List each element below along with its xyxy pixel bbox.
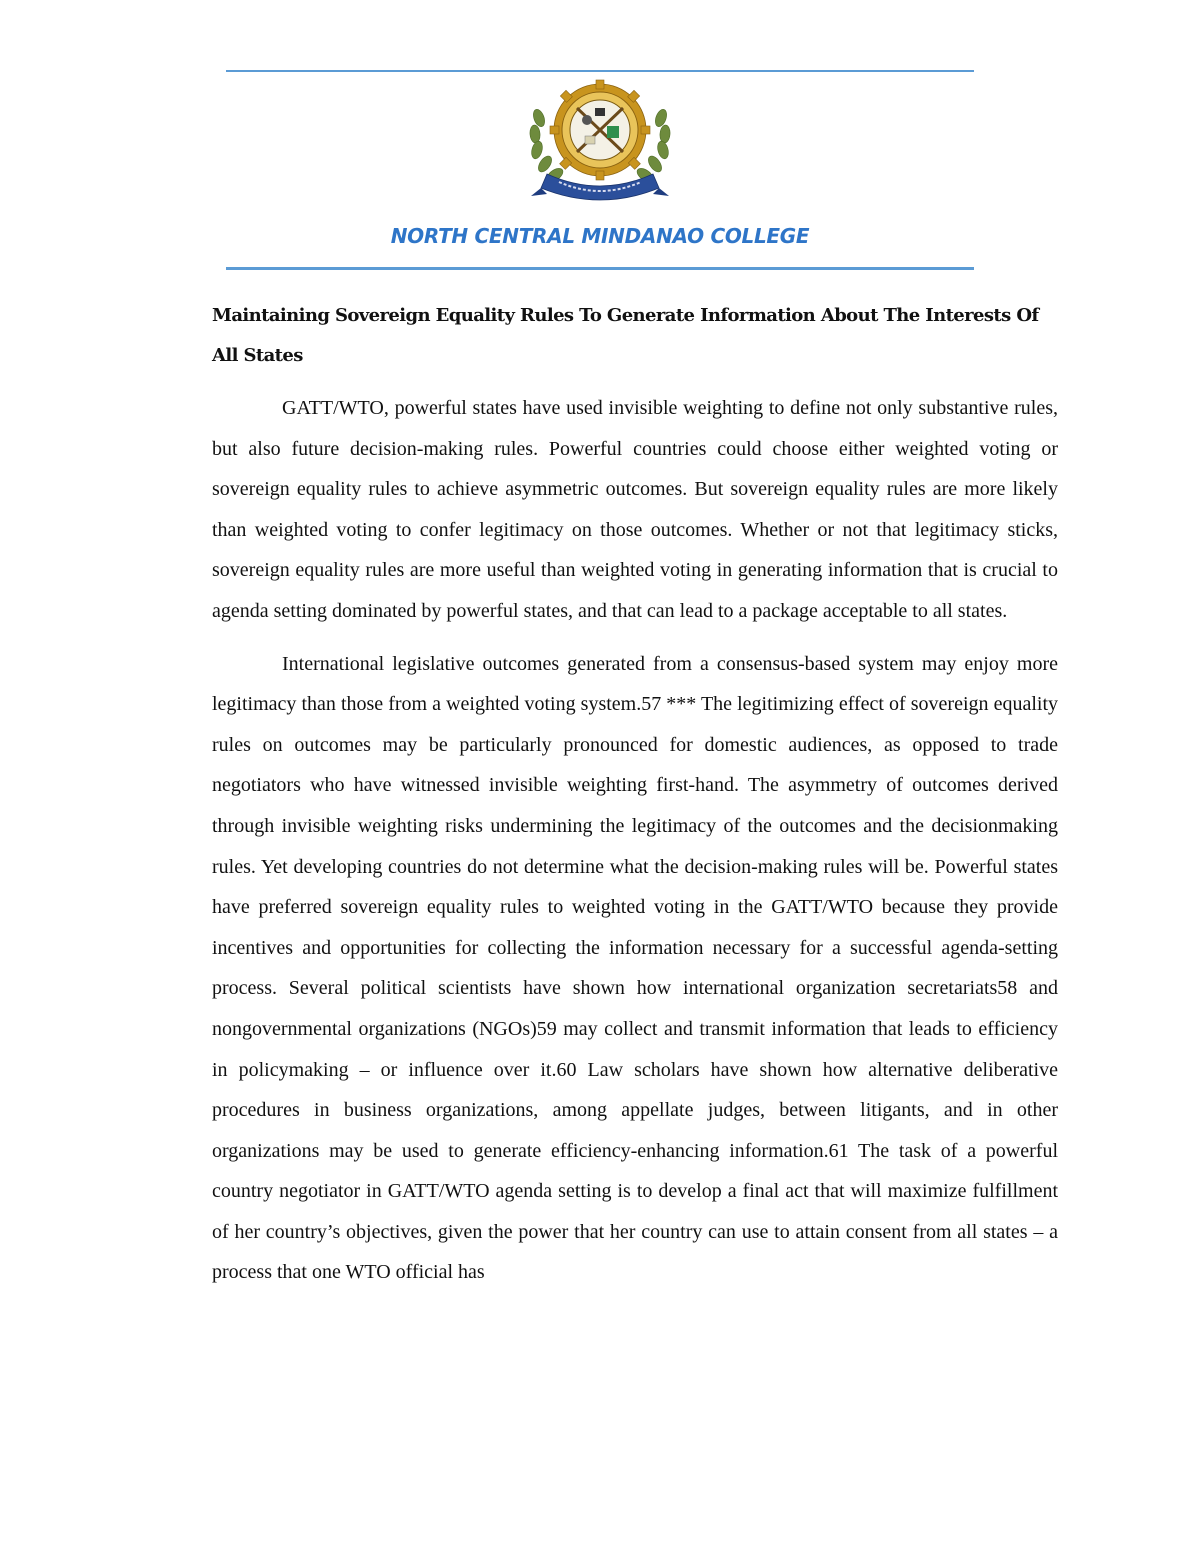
article-body bbox=[212, 296, 1058, 1305]
paragraph: International legislative outcomes generated from a consensus-based system may enjoy more legitimacy than those from a weighted voting system.57 *** The legitimizing effect of sovereign equality rules on outcomes may be particularly pronounced for domestic audiences, as opposed to trade negotiators who have witnessed invisible weighting first-hand. The asymmetry of outcomes derived through invisible weighting risks undermining the legitimacy of the outcomes and the decisionmaking rules. Yet developing countries do not determine what the decision-making rules will be. Powerful states have preferred sovereign equality rules to weighted voting in the GATT/WTO because they provide incentives and opportunities for collecting the information necessary for a successful agenda-setting process. Several political scientists have shown how international organization secretariats58 and nongovernmental organizations (NGOs)59 may collect and transmit information that leads to efficiency in policymaking – or influence over it.60 Law scholars have shown how alternative deliberative procedures in business organizations, among appellate judges, between litigants, and in other organizations may be used to generate efficiency-enhancing information.61 The task of a powerful country negotiator in GATT/WTO agenda setting is to develop a final act that will maximize fulfillment of her country’s objectives, given the power that her country can use to attain consent from all states – a process that one WTO official has bbox=[212, 652, 1058, 1284]
paragraph: GATT/WTO, powerful states have used invisible weighting to define not only substantive rules, but also future decision-making rules. Powerful countries could choose either weighted voting or sovereign equality rules to achieve asymmetric outcomes. But sovereign equality rules are more likely than weighted voting to confer legitimacy on those outcomes. Whether or not that legitimacy sticks, sovereign equality rules are more useful than weighted voting in generating information that is crucial to agenda setting dominated by powerful states, and that can lead to a package acceptable to all states. bbox=[212, 397, 1058, 622]
header-bottom-rule bbox=[226, 267, 974, 270]
header-top-rule bbox=[226, 70, 974, 72]
college-seal-icon bbox=[525, 78, 675, 208]
article-title: Maintaining Sovereign Equality Rules To Generate Information About The Interests Of All States bbox=[212, 305, 1039, 366]
college-name: NORTH CENTRAL MINDANAO COLLEGE bbox=[390, 224, 810, 248]
